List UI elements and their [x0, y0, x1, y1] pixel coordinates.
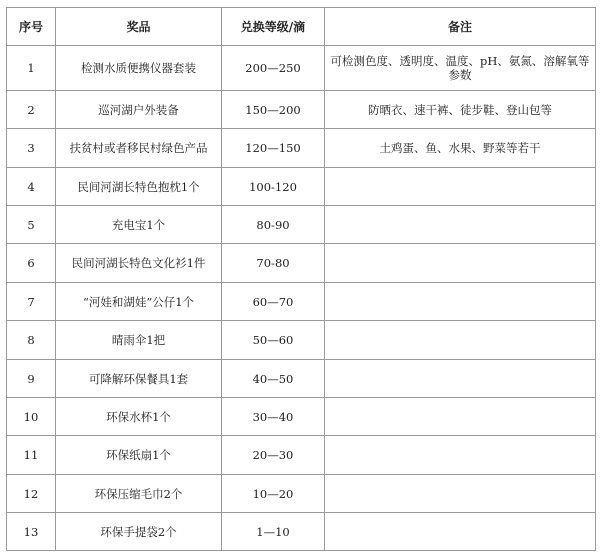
row-level-cell: 60—70: [222, 283, 325, 321]
table-row: [7, 46, 596, 91]
header-no: 序号: [7, 8, 56, 46]
row-note-cell: [325, 168, 596, 206]
row-level-cell: 100-120: [222, 168, 325, 206]
row-no-cell: 11: [7, 436, 56, 475]
table-row: [7, 168, 596, 206]
row-no-cell: 3: [7, 129, 56, 168]
row-prize-cell: 环保水杯1个: [56, 398, 222, 436]
row-note-cell: 防晒衣、速干裤、徒步鞋、登山包等: [325, 91, 596, 129]
table-row: [7, 244, 596, 283]
row-note-cell: [325, 436, 596, 475]
row-level-cell: 120—150: [222, 129, 325, 168]
row-prize-cell: 充电宝1个: [56, 206, 222, 244]
row-no-cell: 12: [7, 475, 56, 513]
row-prize-cell: 巡河湖户外装备: [56, 91, 222, 129]
row-prize-cell: 晴雨伞1把: [56, 321, 222, 360]
row-note-cell: 土鸡蛋、鱼、水果、野菜等若干: [325, 129, 596, 168]
row-no-cell: 2: [7, 91, 56, 129]
row-level-cell: 10—20: [222, 475, 325, 513]
row-level-cell: 40—50: [222, 360, 325, 398]
table-row: [7, 360, 596, 398]
table-row: [7, 206, 596, 244]
row-prize-cell: “河娃和湖娃”公仔1个: [56, 283, 222, 321]
row-prize-cell: 环保压缩毛巾2个: [56, 475, 222, 513]
row-no-cell: 5: [7, 206, 56, 244]
table-row: [7, 91, 596, 129]
row-note-cell: [325, 513, 596, 551]
row-note-cell: [325, 283, 596, 321]
row-no-cell: 1: [7, 46, 56, 91]
row-note-cell: [325, 321, 596, 360]
row-prize-cell: 可降解环保餐具1套: [56, 360, 222, 398]
table-row: [7, 283, 596, 321]
row-note-cell: [325, 398, 596, 436]
reward-table: [6, 7, 596, 551]
row-note-cell: [325, 360, 596, 398]
table-row: [7, 475, 596, 513]
row-level-cell: 70-80: [222, 244, 325, 283]
row-level-cell: 200—250: [222, 46, 325, 91]
row-level-cell: 1—10: [222, 513, 325, 551]
row-prize-cell: 环保手提袋2个: [56, 513, 222, 551]
table-row: [7, 436, 596, 475]
row-no-cell: 13: [7, 513, 56, 551]
row-no-cell: 10: [7, 398, 56, 436]
table-row: [7, 398, 596, 436]
row-note-cell: [325, 244, 596, 283]
row-note-cell: 可检测色度、透明度、温度、pH、氨氮、溶解氧等参数: [325, 46, 596, 91]
row-no-cell: 7: [7, 283, 56, 321]
row-prize-cell: 环保纸扇1个: [56, 436, 222, 475]
row-level-cell: 150—200: [222, 91, 325, 129]
row-note-cell: [325, 206, 596, 244]
header-note: 备注: [325, 8, 596, 46]
row-no-cell: 8: [7, 321, 56, 360]
row-no-cell: 4: [7, 168, 56, 206]
table-row: [7, 321, 596, 360]
header-prize: 奖品: [56, 8, 222, 46]
row-level-cell: 30—40: [222, 398, 325, 436]
row-level-cell: 50—60: [222, 321, 325, 360]
row-no-cell: 9: [7, 360, 56, 398]
row-level-cell: 80-90: [222, 206, 325, 244]
row-prize-cell: 扶贫村或者移民村绿色产品: [56, 129, 222, 168]
row-level-cell: 20—30: [222, 436, 325, 475]
row-note-cell: [325, 475, 596, 513]
row-no-cell: 6: [7, 244, 56, 283]
table-row: [7, 129, 596, 168]
row-prize-cell: 民间河湖长特色文化衫1件: [56, 244, 222, 283]
header-level: 兑换等级/滴: [222, 8, 325, 46]
row-prize-cell: 检测水质便携仪器套装: [56, 46, 222, 91]
table-row: [7, 513, 596, 551]
header-row: [7, 8, 596, 46]
row-prize-cell: 民间河湖长特色抱枕1个: [56, 168, 222, 206]
